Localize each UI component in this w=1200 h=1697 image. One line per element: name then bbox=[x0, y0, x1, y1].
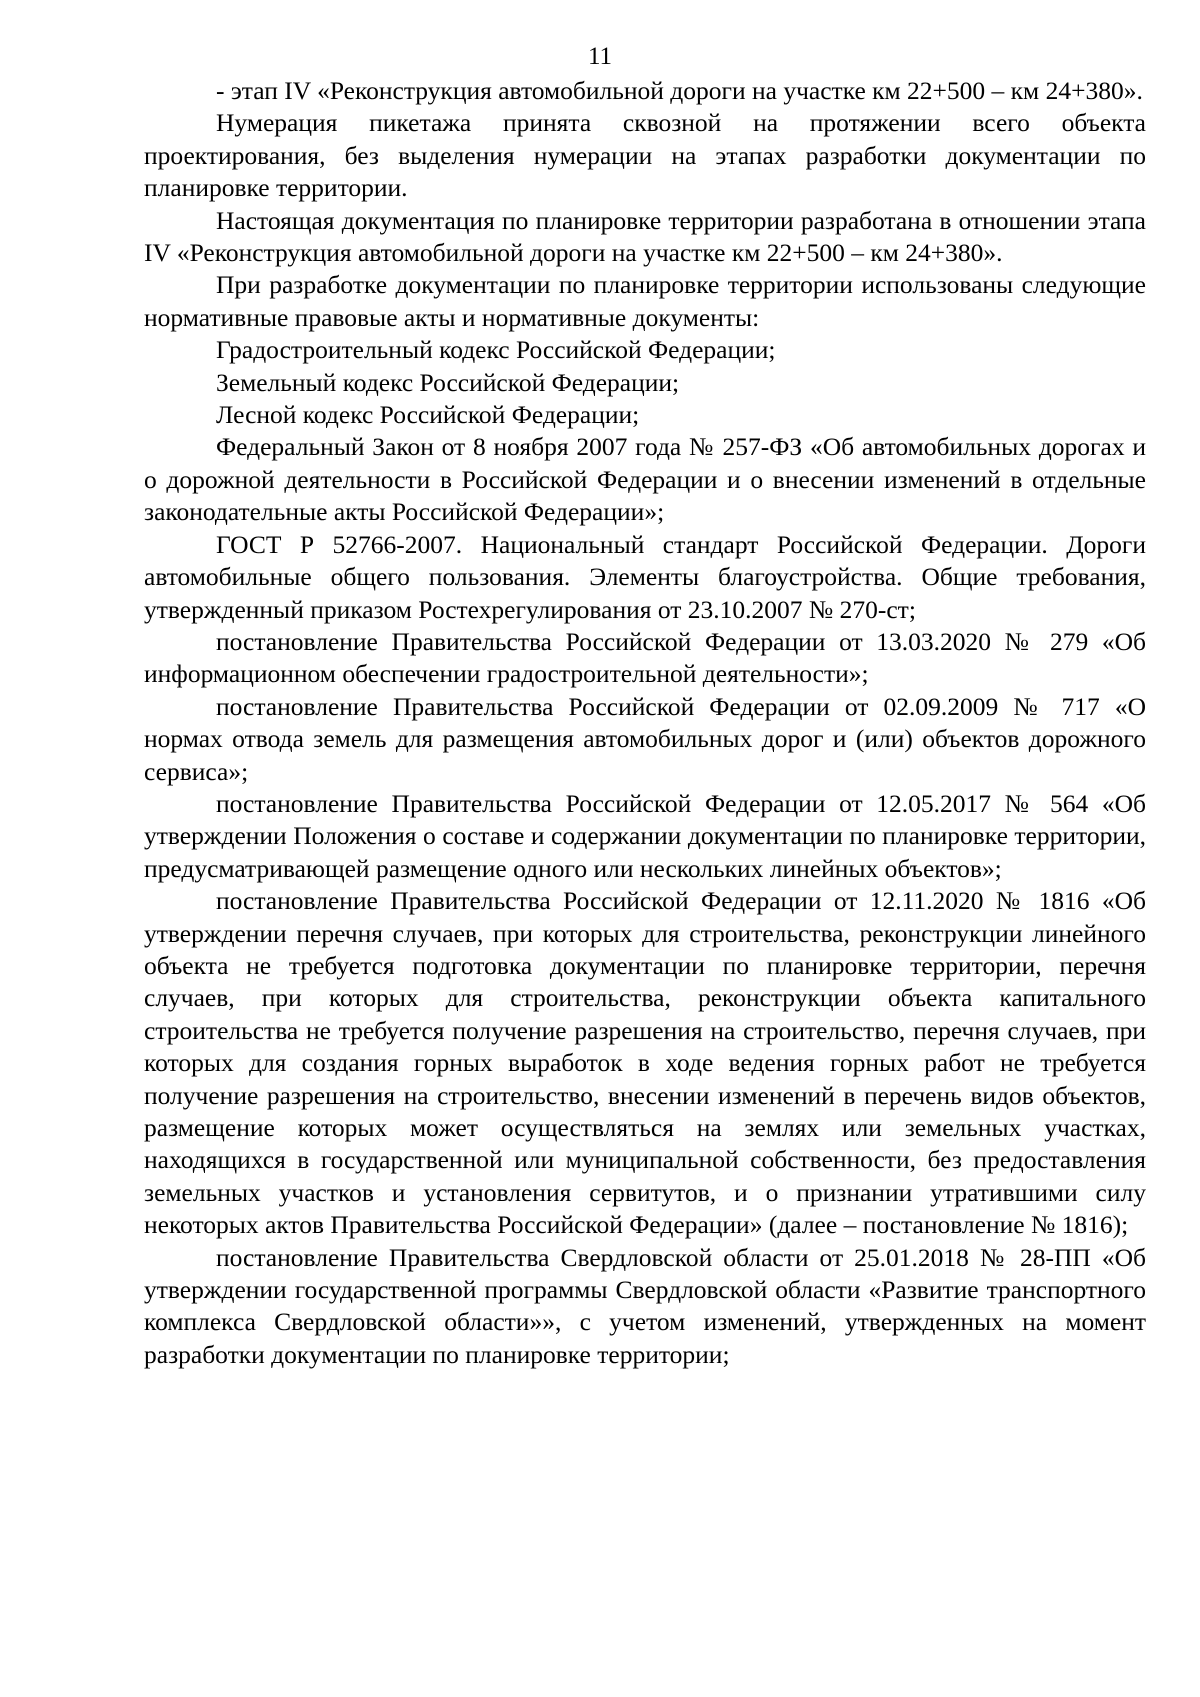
document-body bbox=[144, 75, 1146, 1371]
paragraph-picketage-numbering: Нумерация пикетажа принята сквозной на протяжении всего объекта проектирования, без выделения нумерации на этапах разработки документации по планировке территории. bbox=[144, 108, 1146, 203]
list-item-decree-1816: постановление Правительства Российской Федерации от 12.11.2020 № 1816 «Об утверждении перечня случаев, при которых для строительства, реконструкции линейного объекта не требуется подготовка документации по планировке территории, перечня случаев, при которых для строительства, реконструкции объекта капитального строительства не требуется получение разрешения на строительство, перечня случаев, при которых для создания горных выработок в ходе ведения горных работ не требуется получение разрешения на строительство, внесении изменений в перечень видов объектов, размещение которых может осуществляться на землях или земельных участках, находящихся в государственной или муниципальной собственности, без предоставления земельных участков и установления сервитутов, и о признании утратившими силу некоторых актов Правительства Российской Федерации» (далее – постановление № 1816); bbox=[144, 886, 1146, 1240]
list-item-federal-law-257: Федеральный Закон от 8 ноября 2007 года № 257-ФЗ «Об автомобильных дорогах и о дорожной деятельности в Российской Федерации и о внесении изменений в отдельные законодательные акты Российской Федерации»; bbox=[144, 432, 1146, 527]
page-number: 11 bbox=[587, 43, 613, 70]
list-item-decree-279: постановление Правительства Российской Федерации от 13.03.2020 № 279 «Об информационном обеспечении градостроительной деятельности»; bbox=[144, 626, 1146, 689]
list-item-decree-717: постановление Правительства Российской Федерации от 02.09.2009 № 717 «О нормах отвода земель для размещения автомобильных дорог и (или) объектов дорожного сервиса»; bbox=[144, 691, 1146, 786]
list-item-sverdlovsk-decree-28pp: постановление Правительства Свердловской области от 25.01.2018 № 28-ПП «Об утверждении государственной программы Свердловской области «Развитие транспортного комплекса Свердловской области»», с учетом изменений, утвержденных на момент разработки документации по планировке территории; bbox=[144, 1242, 1146, 1369]
paragraph-stage-iv: - этап IV «Реконструкция автомобильной дороги на участке км 22+500 – км 24+380». bbox=[216, 76, 1143, 105]
list-item-decree-564: постановление Правительства Российской Федерации от 12.05.2017 № 564 «Об утверждении Положения о составе и содержании документации по планировке территории, предусматривающей размещение одного или нескольких линейных объектов»; bbox=[144, 788, 1146, 883]
list-item-forest-code: Лесной кодекс Российской Федерации; bbox=[216, 400, 640, 430]
paragraph-documentation-scope: Настоящая документация по планировке территории разработана в отношении этапа IV «Реконструкция автомобильной дороги на участке км 22+500 – км 24+380». bbox=[144, 205, 1146, 268]
list-item-urban-planning-code: Градостроительный кодекс Российской Федерации; bbox=[216, 335, 776, 365]
list-item-land-code: Земельный кодекс Российской Федерации; bbox=[216, 367, 680, 397]
list-item-gost-52766: ГОСТ Р 52766-2007. Национальный стандарт Российской Федерации. Дороги автомобильные общего пользования. Элементы благоустройства. Общие требования, утвержденный приказом Ростехрегулирования от 23.10.2007 № 270-ст; bbox=[144, 529, 1146, 624]
paragraph-normative-acts-intro: При разработке документации по планировке территории использованы следующие нормативные правовые акты и нормативные документы: bbox=[144, 270, 1146, 332]
